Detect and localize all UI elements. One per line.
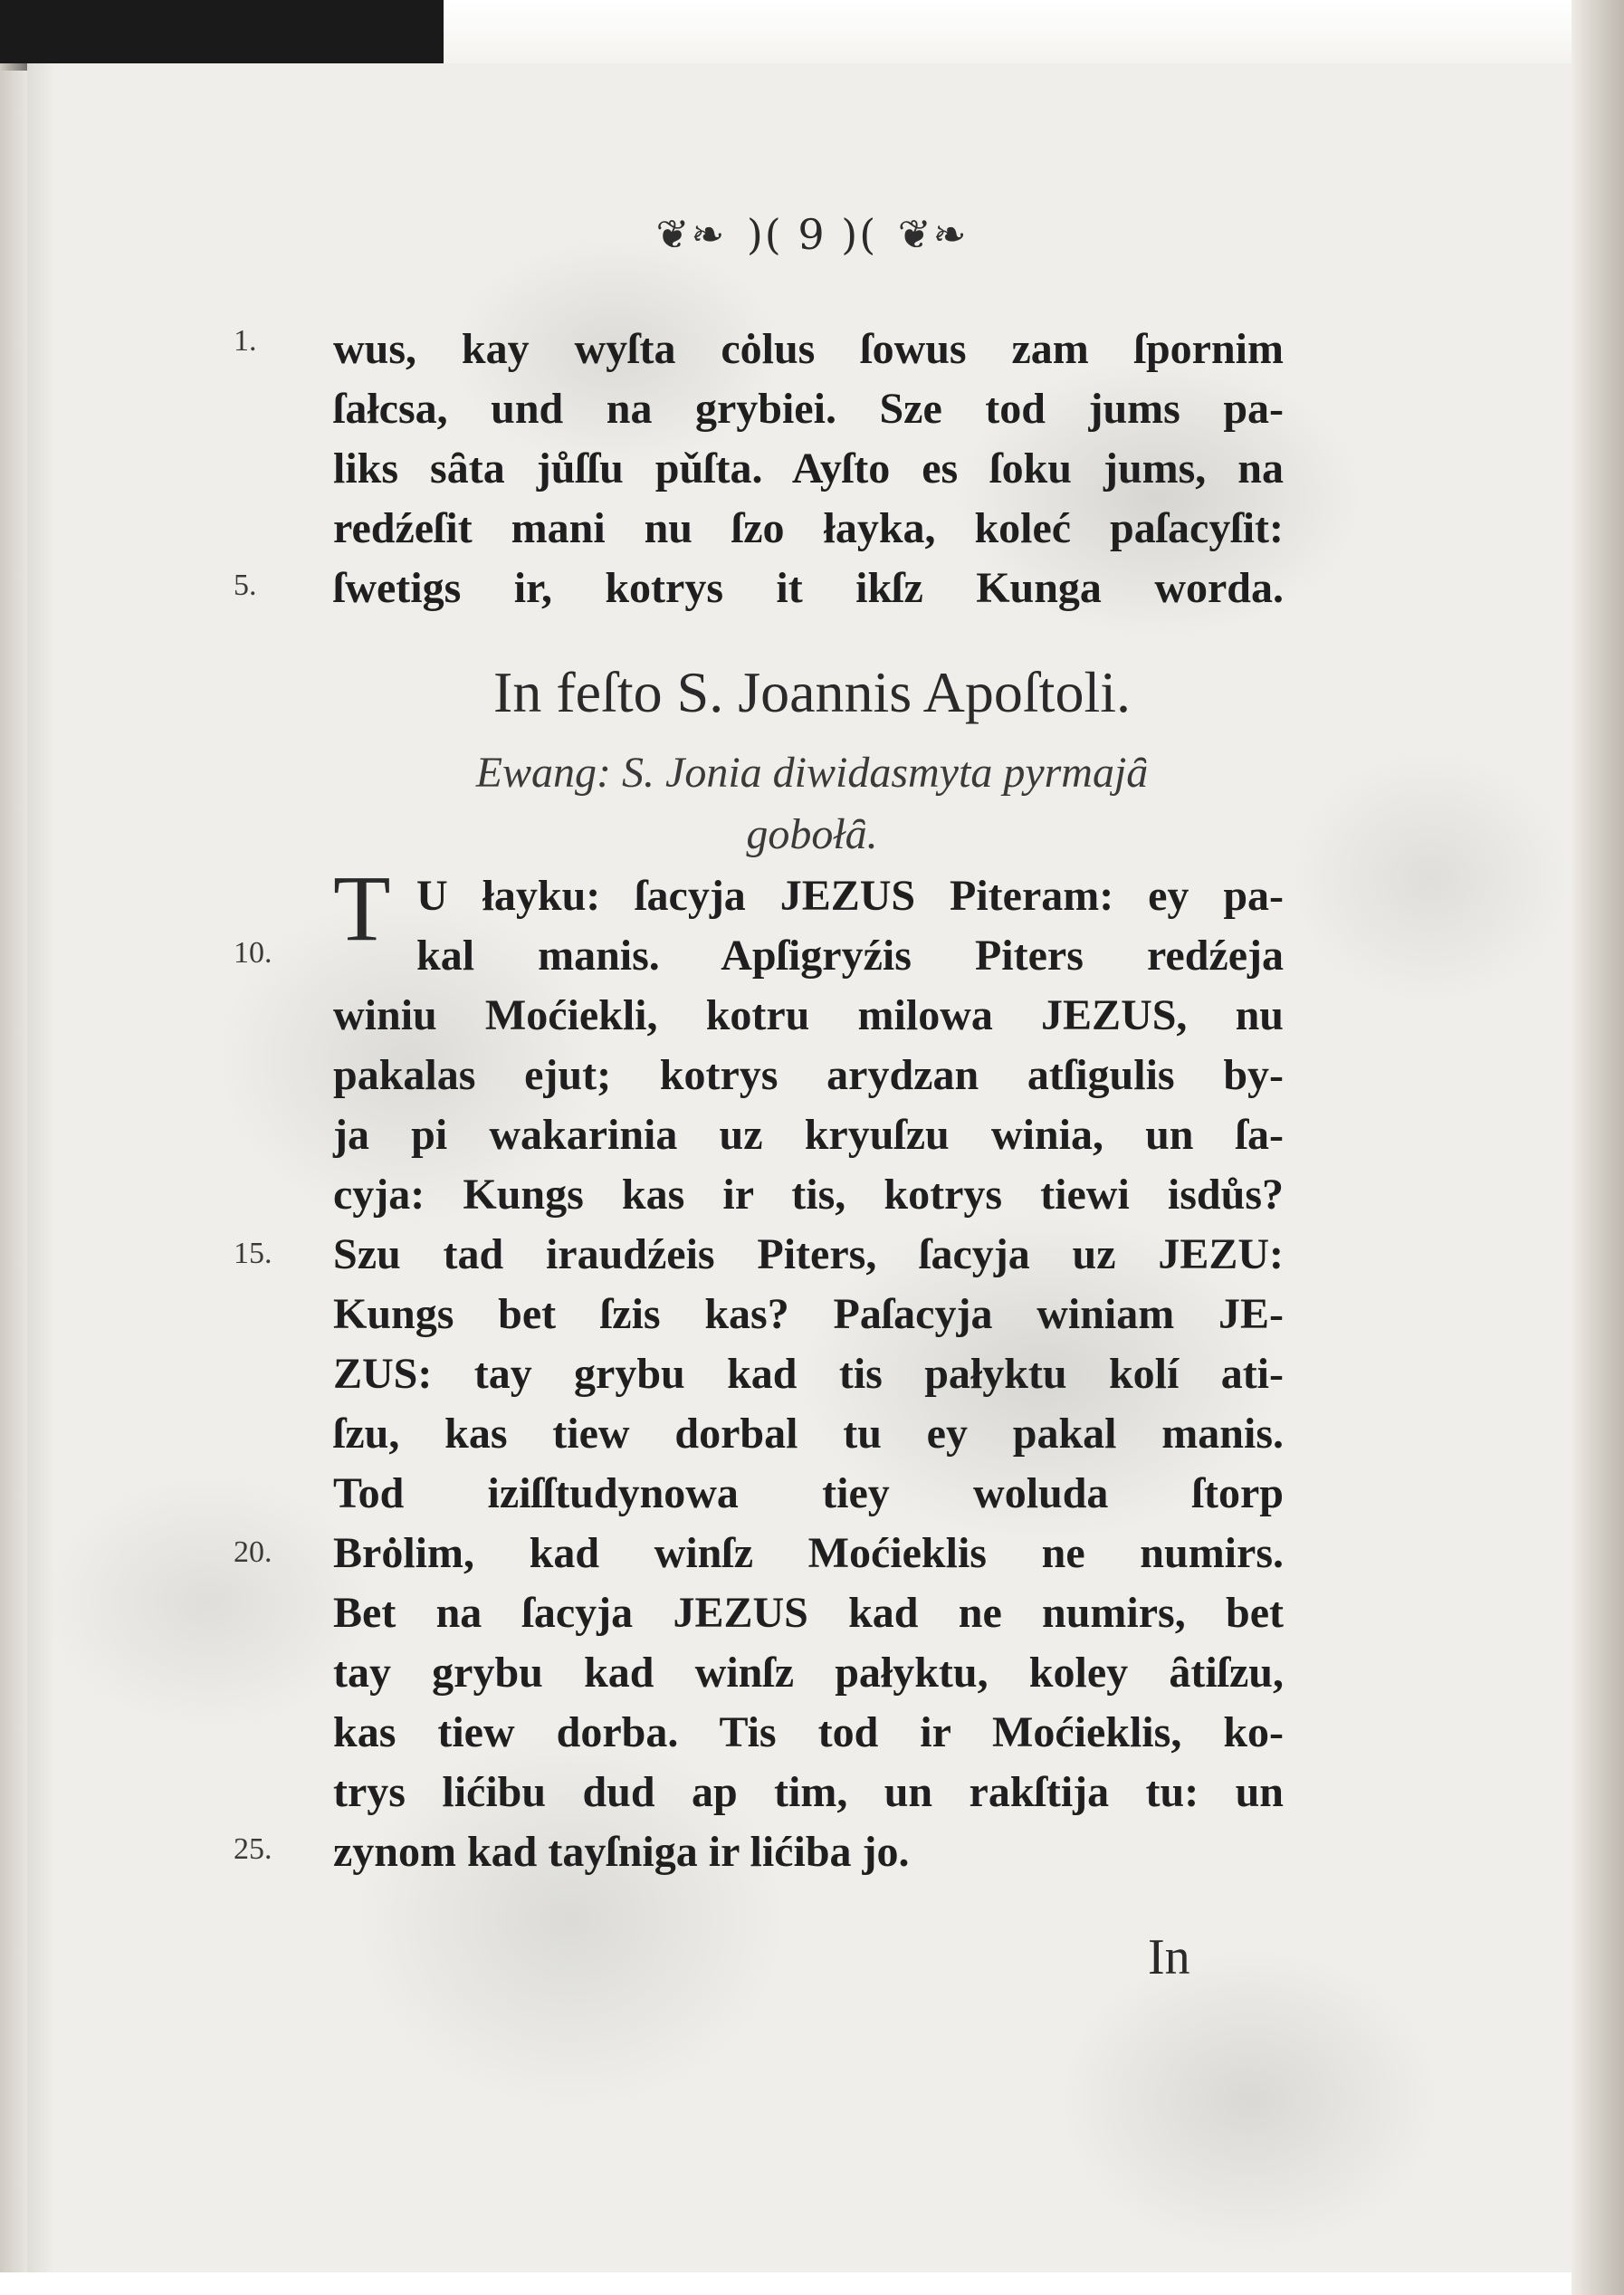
text-line: Tod iziſſtudynowa tiey woluda ſtorp <box>333 1469 1284 1517</box>
page-number: )( 9 )( <box>746 210 878 259</box>
text-line: kal manis. Apſigryźis Piters redźeja <box>416 932 1284 980</box>
text-line: trys lićibu dud ap tim, un rakſtija tu: un <box>333 1768 1284 1816</box>
right-ornament-icon: ❦❧ <box>897 211 969 258</box>
left-ornament-icon: ❦❧ <box>655 211 727 258</box>
line-number-5: 5. <box>234 569 257 602</box>
text-line: winiu Moćiekli, kotru milowa JEZUS, nu <box>333 991 1284 1039</box>
text-line: Bet na ſacyja JEZUS kad ne numirs, bet <box>333 1589 1284 1637</box>
page-right-edge <box>1571 0 1624 2295</box>
text-line: ja pi wakarinia uz kryuſzu winia, un ſa- <box>333 1111 1284 1159</box>
line-number-20: 20. <box>234 1535 272 1569</box>
section-subtitle-continued: gobołȃ. <box>746 810 878 858</box>
text-line-last: zynom kad tayſniga ir lićiba jo. <box>333 1828 910 1876</box>
section-title: In feſto S. Joannis Apoſtoli. <box>493 660 1131 724</box>
page-gutter-shadow <box>0 63 54 2272</box>
line-number-25: 25. <box>234 1832 272 1866</box>
text-line: liks sȃta jůſſu pǔſta. Ayſto es ſoku jums, na <box>333 445 1284 492</box>
line-number-10: 10. <box>234 936 272 970</box>
text-line: wus, kay wyſta cȯlus ſowus zam ſpornim <box>333 325 1284 373</box>
text-line: cyja: Kungs kas ir tis, kotrys tiewi isdůs? <box>333 1171 1284 1219</box>
section-subtitle: Ewang: S. Jonia diwidasmyta pyrmajȃ <box>475 749 1149 797</box>
text-line: pakalas ejut; kotrys arydzan atſigulis by- <box>333 1051 1284 1099</box>
drop-cap: T <box>333 856 391 961</box>
text-line: tay grybu kad winſz pałyktu, koley ȃtiſzu, <box>333 1649 1284 1697</box>
text-line: ſzu, kas tiew dorbal tu ey pakal manis. <box>333 1410 1284 1458</box>
text-line: Szu tad iraudźeis Piters, ſacyja uz JEZU: <box>333 1230 1284 1278</box>
text-line-first: U łayku: ſacyja JEZUS Piteram: ey pa- <box>416 872 1284 920</box>
line-number-15: 15. <box>234 1237 272 1270</box>
catchword: In <box>1148 1929 1190 1985</box>
text-line: ZUS: tay grybu kad tis pałyktu kolí ati- <box>333 1350 1284 1398</box>
scanner-dark-corner <box>0 0 444 71</box>
text-line: ſwetigs ir, kotrys it ikſz Kunga worda. <box>333 564 1284 612</box>
text-line: redźeſit mani nu ſzo łayka, koleć paſacyſit: <box>333 504 1284 552</box>
line-number-1: 1. <box>234 324 257 358</box>
text-line: kas tiew dorba. Tis tod ir Moćieklis, ko- <box>333 1708 1284 1756</box>
text-line: Brȯlim, kad winſz Moćieklis ne numirs. <box>333 1529 1284 1577</box>
running-header <box>0 206 1624 259</box>
text-line: ſałcsa, und na grybiei. Sze tod jums pa- <box>333 385 1284 433</box>
text-line: Kungs bet ſzis kas? Paſacyja winiam JE- <box>333 1290 1284 1338</box>
